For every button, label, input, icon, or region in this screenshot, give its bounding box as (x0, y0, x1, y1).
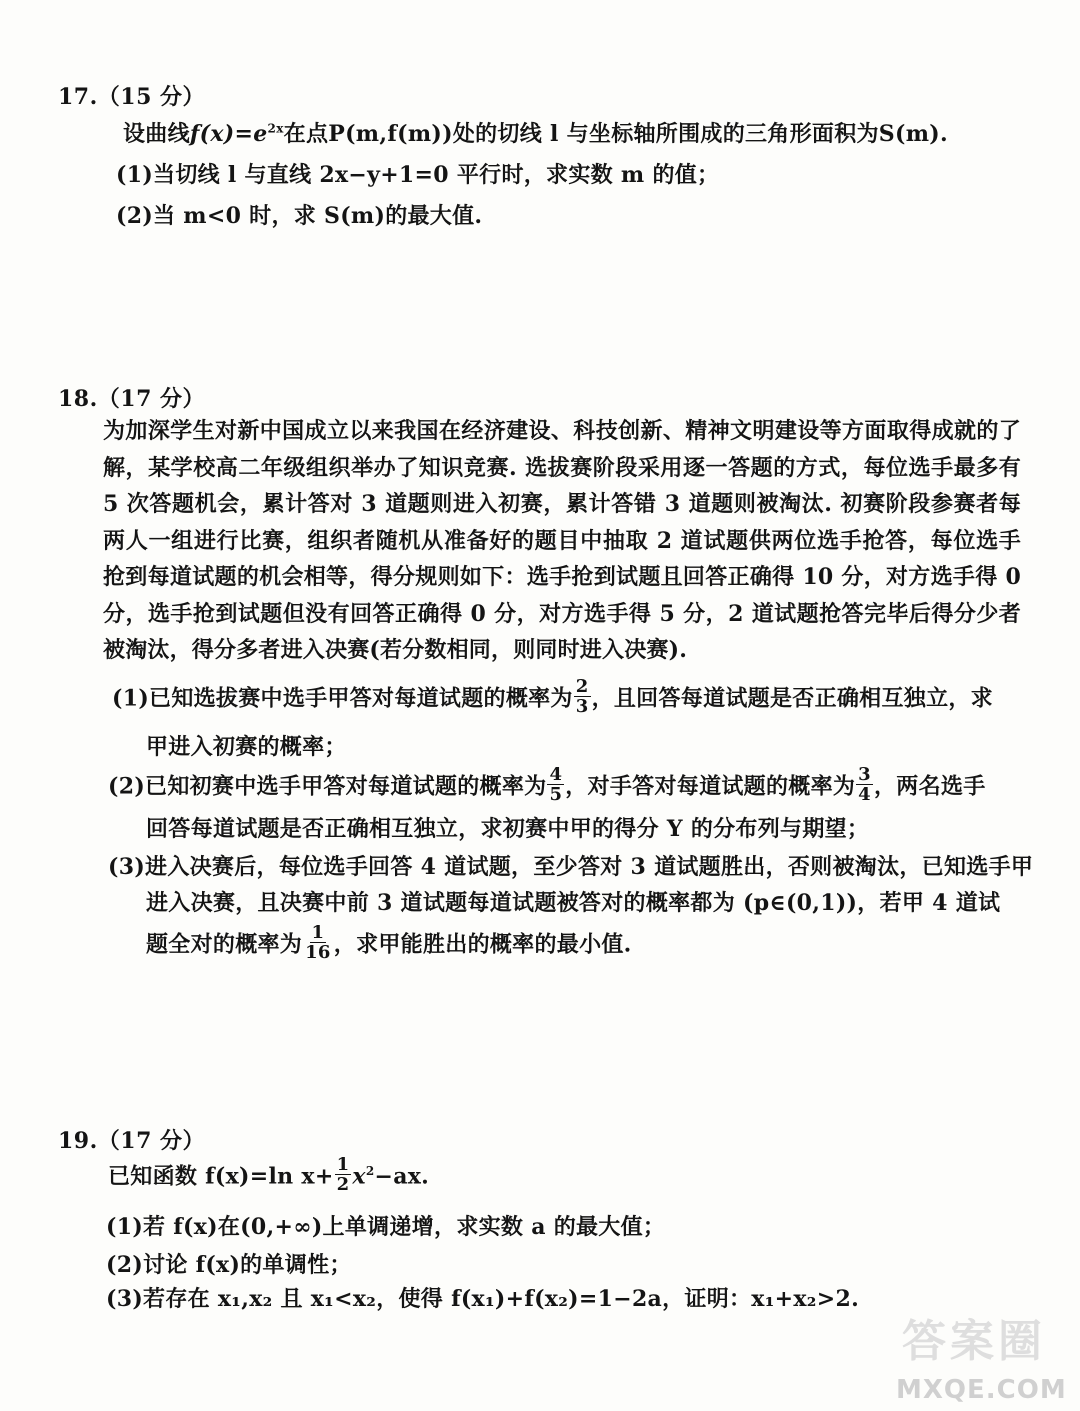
q17-heading: 17.（15 分） (58, 84, 206, 110)
q18-stem: 为加深学生对新中国成立以来我国在经济建设、科技创新、精神文明建设等方面取得成就的了解，某学校高二年级组织举办了知识竞赛. 选拔赛阶段采用逐一答题的方式，每位选手最多有 5 次答题机会，累计答对 3 道题则进入初赛，累计答错 3 道题则被淘汰. 初赛阶段参赛者每两人一组进行比赛，组织者随机从准备好的题目中抽取 2 道试题供两位选手抢答，每位选手抢到每道试题的机会相等，得分规则如下：选手抢到试题且回答正确得 10 分，对方选手得 0 分，选手抢到试题但没有回答正确得 0 分，对方选手得 5 分，2 道试题抢答完毕后得分少者被淘汰，得分多者进入决赛(若分数相同，则同时进入决赛). (103, 418, 1021, 663)
q18-part1-text-b: ，且回答每道试题是否正确相互独立，求 (591, 685, 993, 712)
fraction-denominator: 2 (336, 1174, 350, 1195)
q19-part2: (2)讨论 f(x)的单调性； (106, 1252, 352, 1278)
q18-part2-continued: 回答每道试题是否正确相互独立，求初赛中甲的得分 Y 的分布列与期望； (146, 816, 870, 842)
q18-part1-continued: 甲进入初赛的概率； (146, 734, 347, 760)
q18-part2-text-b: ，对手答对每道试题的概率为 (565, 773, 856, 800)
fraction-denominator: 16 (305, 942, 331, 963)
q19-part1: (1)若 f(x)在(0,+∞)上单调递增，求实数 a 的最大值； (106, 1214, 666, 1240)
q18-part3-fraction (303, 923, 333, 962)
q18-part3-text-d: ，求甲能胜出的概率的最小值. (333, 931, 632, 958)
q18-part3-continued: 进入决赛，且决赛中前 3 道试题每道试题被答对的概率都为 (p∈(0,1))，若甲 4 道试 (146, 890, 1001, 916)
q17-part2: (2)当 m<0 时，求 S(m)的最大值. (116, 203, 483, 229)
q19-stem-variable: x (352, 1163, 366, 1190)
fraction-numerator: 1 (336, 1154, 350, 1175)
q18-part2-text-c: ，两名选手 (874, 773, 986, 800)
q18-part1-text-a: (1)已知选拔赛中选手甲答对每道试题的概率为 (112, 685, 573, 712)
watermark-site: MXQE.COM (896, 1375, 1067, 1405)
fraction-numerator: 1 (311, 922, 325, 943)
q19-stem-exponent: 2 (365, 1164, 375, 1179)
fraction-numerator: 3 (858, 764, 871, 785)
q19-part3: (3)若存在 x₁,x₂ 且 x₁<x₂，使得 f(x₁)+f(x₂)=1−2a，证明：x₁+x₂>2. (106, 1286, 860, 1312)
q18-part1-fraction (574, 677, 591, 716)
watermark (890, 1305, 1070, 1405)
q19-stem-text-c: −ax. (374, 1163, 430, 1190)
fraction-denominator: 5 (549, 784, 563, 805)
q19-stem-text-a: 已知函数 f(x)=ln x+ (108, 1163, 334, 1190)
q18-part3: (3)进入决赛后，每位选手回答 4 道试题，至少答对 3 道试题胜出，否则被淘汰，已知选手甲 (108, 854, 1034, 880)
q18-part2 (108, 764, 986, 807)
q18-part2-fraction-1 (547, 765, 564, 804)
q17-stem-function: f(x)=e (189, 121, 268, 147)
q17-stem-exponent: 2x (267, 121, 284, 136)
watermark-logo: 答案圈 (902, 1316, 1046, 1367)
q19-stem-fraction (335, 1155, 352, 1194)
q18-heading: 18.（17 分） (58, 386, 206, 412)
q17-stem-suffix: 在点P(m,f(m))处的切线 l 与坐标轴所围成的三角形面积为S(m). (283, 121, 948, 147)
fraction-denominator: 3 (575, 696, 589, 717)
fraction-numerator: 4 (549, 764, 563, 785)
q18-part3-final (146, 922, 632, 965)
q17-stem (123, 117, 948, 148)
q19-heading: 19.（17 分） (58, 1128, 206, 1154)
fraction-denominator: 4 (858, 784, 871, 805)
q18-part2-fraction-2 (856, 765, 873, 804)
q17-stem-prefix: 设曲线 (123, 121, 190, 147)
q19-stem (108, 1154, 430, 1197)
q17-part1: (1)当切线 l 与直线 2x−y+1=0 平行时，求实数 m 的值； (116, 162, 720, 188)
q18-part1 (112, 676, 993, 719)
fraction-numerator: 2 (575, 676, 589, 697)
q18-part2-text-a: (2)已知初赛中选手甲答对每道试题的概率为 (108, 773, 547, 800)
q18-part3-text-c: 题全对的概率为 (146, 931, 303, 958)
